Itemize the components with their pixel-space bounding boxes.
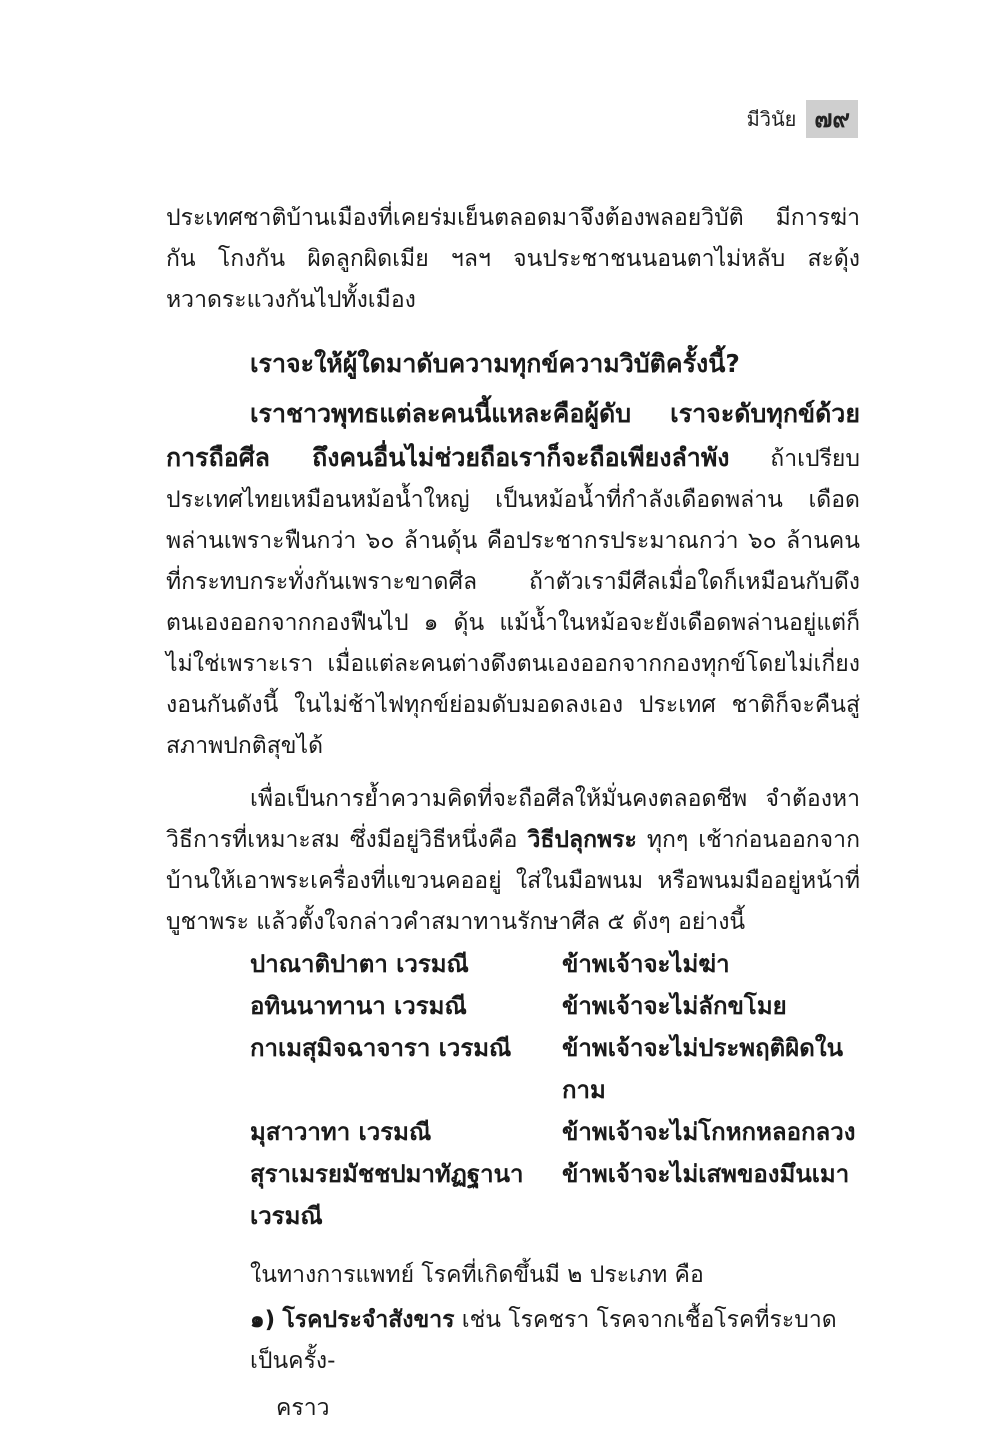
chapter-title: มีวินัย <box>746 107 797 131</box>
list-intro: ในทางการแพทย์ โรคที่เกิดขึ้นมี ๒ ประเภท คือ <box>250 1262 704 1288</box>
section-heading: เราจะให้ผู้ใดมาดับความทุกข์ความวิบัติครั้งนี้? <box>250 349 740 378</box>
paragraph-3-bold: วิธีปลุกพระ <box>527 827 637 853</box>
precept-thai: ข้าพเจ้าจะไม่ประพฤติผิดในกาม <box>562 1034 844 1104</box>
page-number: ๗๙ <box>806 100 858 138</box>
list-item-text: เช่น โรคชรา โรคจากเชื้อโรคที่ระบาดเป็นครั้ง- <box>250 1307 837 1374</box>
list-item-number: ๑) <box>250 1307 276 1333</box>
precept-pali: มุสาวาทา เวรมณี <box>250 1118 432 1146</box>
precept-thai: ข้าพเจ้าจะไม่ฆ่า <box>562 950 730 978</box>
precept-pali: กาเมสุมิจฉาจารา เวรมณี <box>250 1034 512 1062</box>
precept-thai: ข้าพเจ้าจะไม่โกหกหลอกลวง <box>562 1118 856 1146</box>
list-item-title: โรคประจำสังขาร <box>282 1307 455 1333</box>
paragraph-2-bold: เราชาวพุทธแต่ละคนนี้แหละคือผู้ดับ เราจะดับทุกข์ด้วยการถือศีล ถึงคนอื่นไม่ช่วยถือเราก็จะถือเพียงลำพัง <box>166 399 860 472</box>
list-item-1-continuation: คราว <box>276 1395 330 1421</box>
precept-pali: อทินนาทานา เวรมณี <box>250 992 467 1020</box>
paragraph-3-text-b: ทุกๆ เช้าก่อนออกจากบ้านให้เอาพระเครื่องที่แขวนคออยู่ ใส่ในมือพนม หรือพนมมืออยู่หน้าที่บูชาพระ แล้วตั้งใจกล่าวคำสมาทานรักษาศีล ๕ ดังๆ อย่างนี้ <box>166 827 860 935</box>
paragraph-1: ประเทศชาติบ้านเมืองที่เคยร่มเย็นตลอดมาจึงต้องพลอยวิบัติ มีการฆ่ากัน โกงกัน ผิดลูกผิดเมีย ฯลฯ จนประชาชนนอนตาไม่หลับ สะดุ้งหวาดระแวงกันไปทั้งเมือง <box>166 205 860 313</box>
paragraph-3-text-a: เพื่อเป็นการย้ำความคิดที่จะถือศีลให้มั่นคงตลอดชีพ จำต้องหาวิธีการที่เหมาะสม ซึ่งมีอยู่วิธีหนึ่งคือ <box>166 786 860 853</box>
precept-thai: ข้าพเจ้าจะไม่ลักขโมย <box>562 992 787 1020</box>
page-header <box>747 100 858 138</box>
paragraph-2-text: ถ้าเปรียบประเทศไทยเหมือนหม้อน้ำใหญ่ เป็นหม้อน้ำที่กำลังเดือดพล่าน เดือดพล่านเพราะฟืนกว่า ๖๐ ล้านดุ้น คือประชากรประมาณกว่า ๖๐ ล้านคน ที่กระทบกระทั่งกันเพราะขาดศีล ถ้าตัวเรามีศีลเมื่อใดก็เหมือนกับดึงตนเองออกจากกองฟืนไป ๑ ดุ้น แม้น้ำในหม้อจะยังเดือดพล่านอยู่แต่ก็ไม่ใช่เพราะเรา เมื่อแต่ละคนต่างดึงตนเองออกจากกองทุกข์โดยไม่เกี่ยงงอนกันดังนี้ ในไม่ช้าไฟทุกข์ย่อมดับมอดลงเอง ประเทศ ชาติก็จะคืนสู่สภาพปกติสุขได้ <box>166 446 860 759</box>
precept-pali: ปาณาติปาตา เวรมณี <box>250 950 469 978</box>
precepts-list <box>250 943 860 1237</box>
list-item-1 <box>250 1300 860 1382</box>
precept-thai: ข้าพเจ้าจะไม่เสพของมึนเมา <box>562 1160 850 1188</box>
paragraph-2 <box>166 392 860 767</box>
page-body <box>166 198 860 1429</box>
precept-pali: สุราเมรยมัชชปมาทัฏฐานา เวรมณี <box>250 1160 524 1230</box>
paragraph-3 <box>166 779 860 943</box>
